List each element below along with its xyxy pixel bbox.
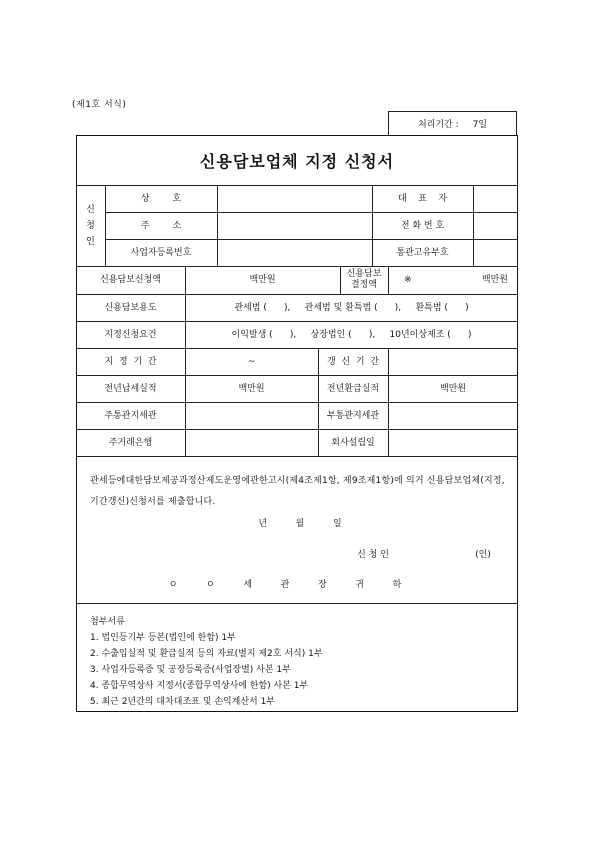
processing-period-value: 7일: [472, 120, 488, 130]
applicant-sign-label: 신 청 인: [357, 550, 389, 560]
tax-paid-field[interactable]: 백만원: [238, 383, 265, 394]
recipient-line: ㅇ ㅇ 세 관 장 귀 하: [168, 580, 402, 590]
attachment-item: 3. 사업자등록증 및 공장등록증(사업장별) 사본 1부: [90, 665, 291, 675]
designation-period-label: 지 정 기 간: [104, 356, 157, 367]
address-field[interactable]: [217, 212, 372, 239]
representative-field[interactable]: [473, 185, 518, 212]
refund-label: 전년환급실적: [326, 383, 380, 394]
main-customs-field[interactable]: [185, 402, 318, 429]
refund-field[interactable]: 백만원: [439, 383, 467, 394]
form-title: 신용담보업체 지정 신청서: [199, 151, 395, 171]
attachment-item: 2. 수출입실적 및 환급실적 등의 자료(별지 제2호 서식) 1부: [90, 649, 323, 659]
date-line: 년 월 일: [258, 519, 342, 529]
processing-period-label: 처리기간 :: [417, 120, 459, 130]
main-customs-label: 주통관지세관: [104, 410, 157, 421]
decided-amount-unit: 백만원: [481, 275, 508, 285]
processing-period-box: [388, 111, 517, 135]
bank-field[interactable]: [185, 429, 318, 456]
trade-name-label: 상 호: [140, 193, 182, 204]
business-reg-field[interactable]: [217, 239, 372, 266]
form-number: (제1호 서식): [72, 100, 127, 110]
requirement-options[interactable]: 이익발생 ( ), 상장법인 ( ), 10년이상제조 ( ): [231, 329, 472, 340]
sub-customs-field[interactable]: [388, 402, 518, 429]
established-label: 회사설립일: [331, 437, 375, 448]
phone-label: 전 화 번 호: [400, 220, 445, 231]
representative-label: 대 표 자: [398, 193, 447, 204]
decided-amount-field[interactable]: [388, 266, 518, 294]
requirement-label: 지정신청요건: [104, 329, 157, 340]
attachments-divider: [76, 603, 518, 604]
bank-label: 주거래은행: [108, 437, 153, 448]
business-reg-label: 사업자등록번호: [130, 247, 192, 258]
attachment-item: 4. 종합무역상사 지정서(종합무역상사에 한함) 사본 1부: [90, 681, 309, 691]
sub-customs-label: 부통관지세관: [326, 410, 380, 421]
credit-amount-label: 신용담보신청액: [100, 275, 161, 285]
attachment-item: 5. 최근 2년간의 대차대조표 및 손익계산서 1부: [90, 697, 276, 707]
decided-amount-mark: ※: [404, 275, 412, 285]
customs-code-label: 통관고유부호: [396, 247, 449, 258]
phone-field[interactable]: [473, 212, 518, 239]
designation-period-field[interactable]: ~: [247, 356, 256, 367]
renewal-period-label: 갱 신 기 간: [327, 356, 379, 367]
established-field[interactable]: [388, 429, 518, 456]
renewal-period-field[interactable]: [388, 348, 518, 375]
attachments-heading: 첨부서류: [90, 617, 125, 627]
customs-code-field[interactable]: [473, 239, 518, 266]
usage-label: 신용담보용도: [104, 302, 157, 313]
attachment-item: 1. 법인등기부 등본(법인에 한함) 1부: [90, 633, 236, 643]
seal-mark: (인): [475, 550, 491, 560]
credit-amount-field[interactable]: 백만원: [249, 275, 276, 285]
tax-paid-label: 전년납세실적: [104, 383, 157, 394]
row-divider-bank: [76, 456, 518, 457]
attachments-list: [90, 614, 323, 710]
address-label: 주 소: [140, 220, 182, 231]
usage-options[interactable]: 관세범 ( ), 관세범 및 환특범 ( ), 환특범 ( ): [234, 302, 469, 313]
trade-name-field[interactable]: [217, 185, 372, 212]
declaration-text: 관세등에대한담보제공과정산제도운영에관한고시(제4조제1항, 제9조제1항)에 의거 신용담보업체(지정, 기간갱신)신청서를 제출합니다.: [90, 476, 505, 507]
applicant-side-label: 신 청 인: [86, 204, 95, 247]
decided-amount-label: 신용담보 결정액: [346, 269, 382, 290]
